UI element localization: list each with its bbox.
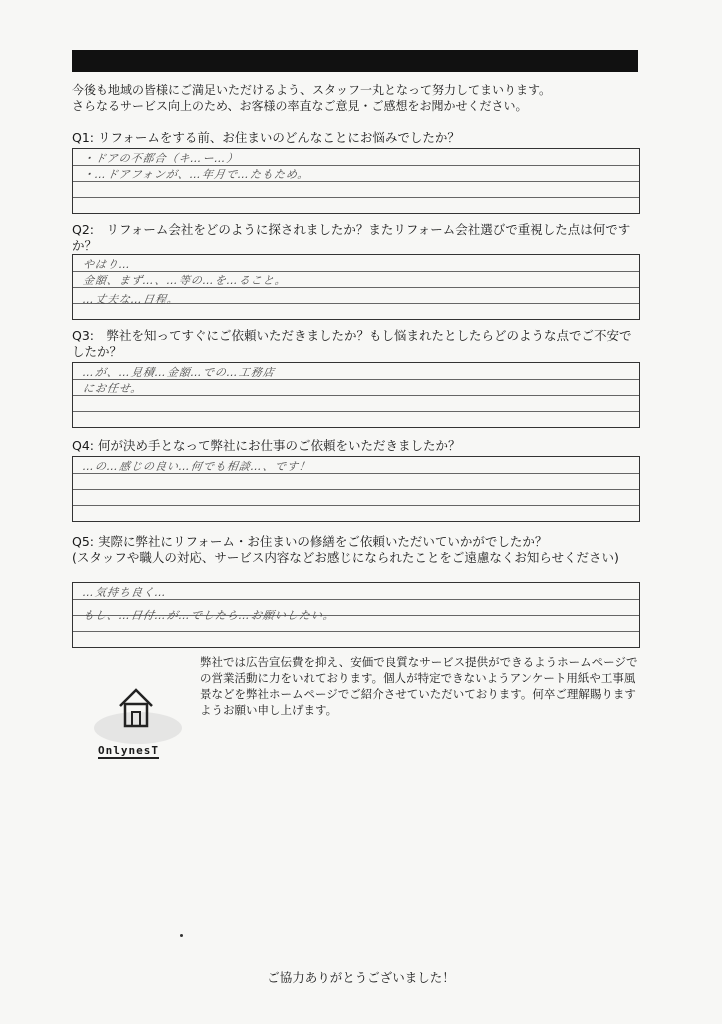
answer-box-5	[72, 582, 640, 648]
question-5	[72, 534, 642, 566]
question-1-label: Q1: リフォームをする前、お住まいのどんなことにお悩みでしたか？	[72, 130, 460, 145]
logo-text: OnlynesT	[98, 744, 159, 757]
thanks-message: ご協力ありがとうございました！	[267, 970, 455, 985]
answer-2-line-3: …丈夫な…日程。	[82, 293, 180, 306]
answer-4-line-1: …の…感じの良い…何でも相談…、です！	[82, 460, 312, 473]
question-3-label: Q3: 弊社を知ってすぐにご依頼いただきましたか？もし悩まれたとしたらどのような点でご不安でしたか？	[72, 328, 632, 359]
question-2	[72, 222, 642, 254]
answer-2-line-2: 金額、まず…、…等の…を…ること。	[82, 274, 288, 287]
answer-box-2	[72, 254, 640, 320]
intro-line: さらなるサービス向上のため、お客様の率直なご意見・ご感想をお聞かせください。	[72, 99, 528, 113]
intro-text	[72, 82, 642, 114]
answer-2-line-1: やはり…	[82, 258, 132, 271]
house-icon	[88, 678, 188, 748]
footer-note: 弊社では広告宣伝費を抑え、安価で良質なサービス提供ができるようホームページでの営業活動に力をいれております。個人が特定できないようアンケート用紙や工事風景などを弊社ホームページでご紹介させていただいております。何卒ご理解賜りますようお願い申し上げます。	[200, 655, 638, 717]
answer-5-line-1: …気持ち良く…	[82, 586, 168, 599]
scan-speck	[180, 934, 183, 937]
answer-1-line-1: ・ドアの不都合（キ…ー…）	[82, 152, 240, 165]
company-logo	[88, 678, 188, 778]
answer-5-line-2: もし、…日付…が…でしたら…お願いしたい。	[82, 609, 336, 622]
question-1	[72, 130, 642, 146]
answer-3-line-1: …が、…見積…金額…での…工務店	[82, 366, 276, 379]
question-5-label: Q5: 実際に弊社にリフォーム・お住まいの修繕をご依頼いただいていかがでしたか？	[72, 534, 548, 549]
intro-line: 今後も地域の皆様にご満足いただけるよう、スタッフ一丸となって努力してまいります。	[72, 83, 552, 97]
question-5-sub: (スタッフや職人の対応、サービス内容などお感じになられたことをご遠慮なくお知らせください)	[72, 550, 619, 565]
answer-3-line-2: にお任せ。	[82, 382, 144, 395]
header-bar	[72, 50, 638, 72]
question-2-label: Q2: リフォーム会社をどのように探されましたか？またリフォーム会社選びで重視した点は何ですか？	[72, 222, 631, 253]
question-3	[72, 328, 642, 360]
question-4	[72, 438, 642, 454]
answer-box-4	[72, 456, 640, 522]
answer-1-line-2: ・…ドアフォンが、…年月で…たもため。	[82, 168, 311, 181]
answer-box-3	[72, 362, 640, 428]
answer-box-1	[72, 148, 640, 214]
question-4-label: Q4: 何が決め手となって弊社にお仕事のご依頼をいただきましたか？	[72, 438, 461, 453]
